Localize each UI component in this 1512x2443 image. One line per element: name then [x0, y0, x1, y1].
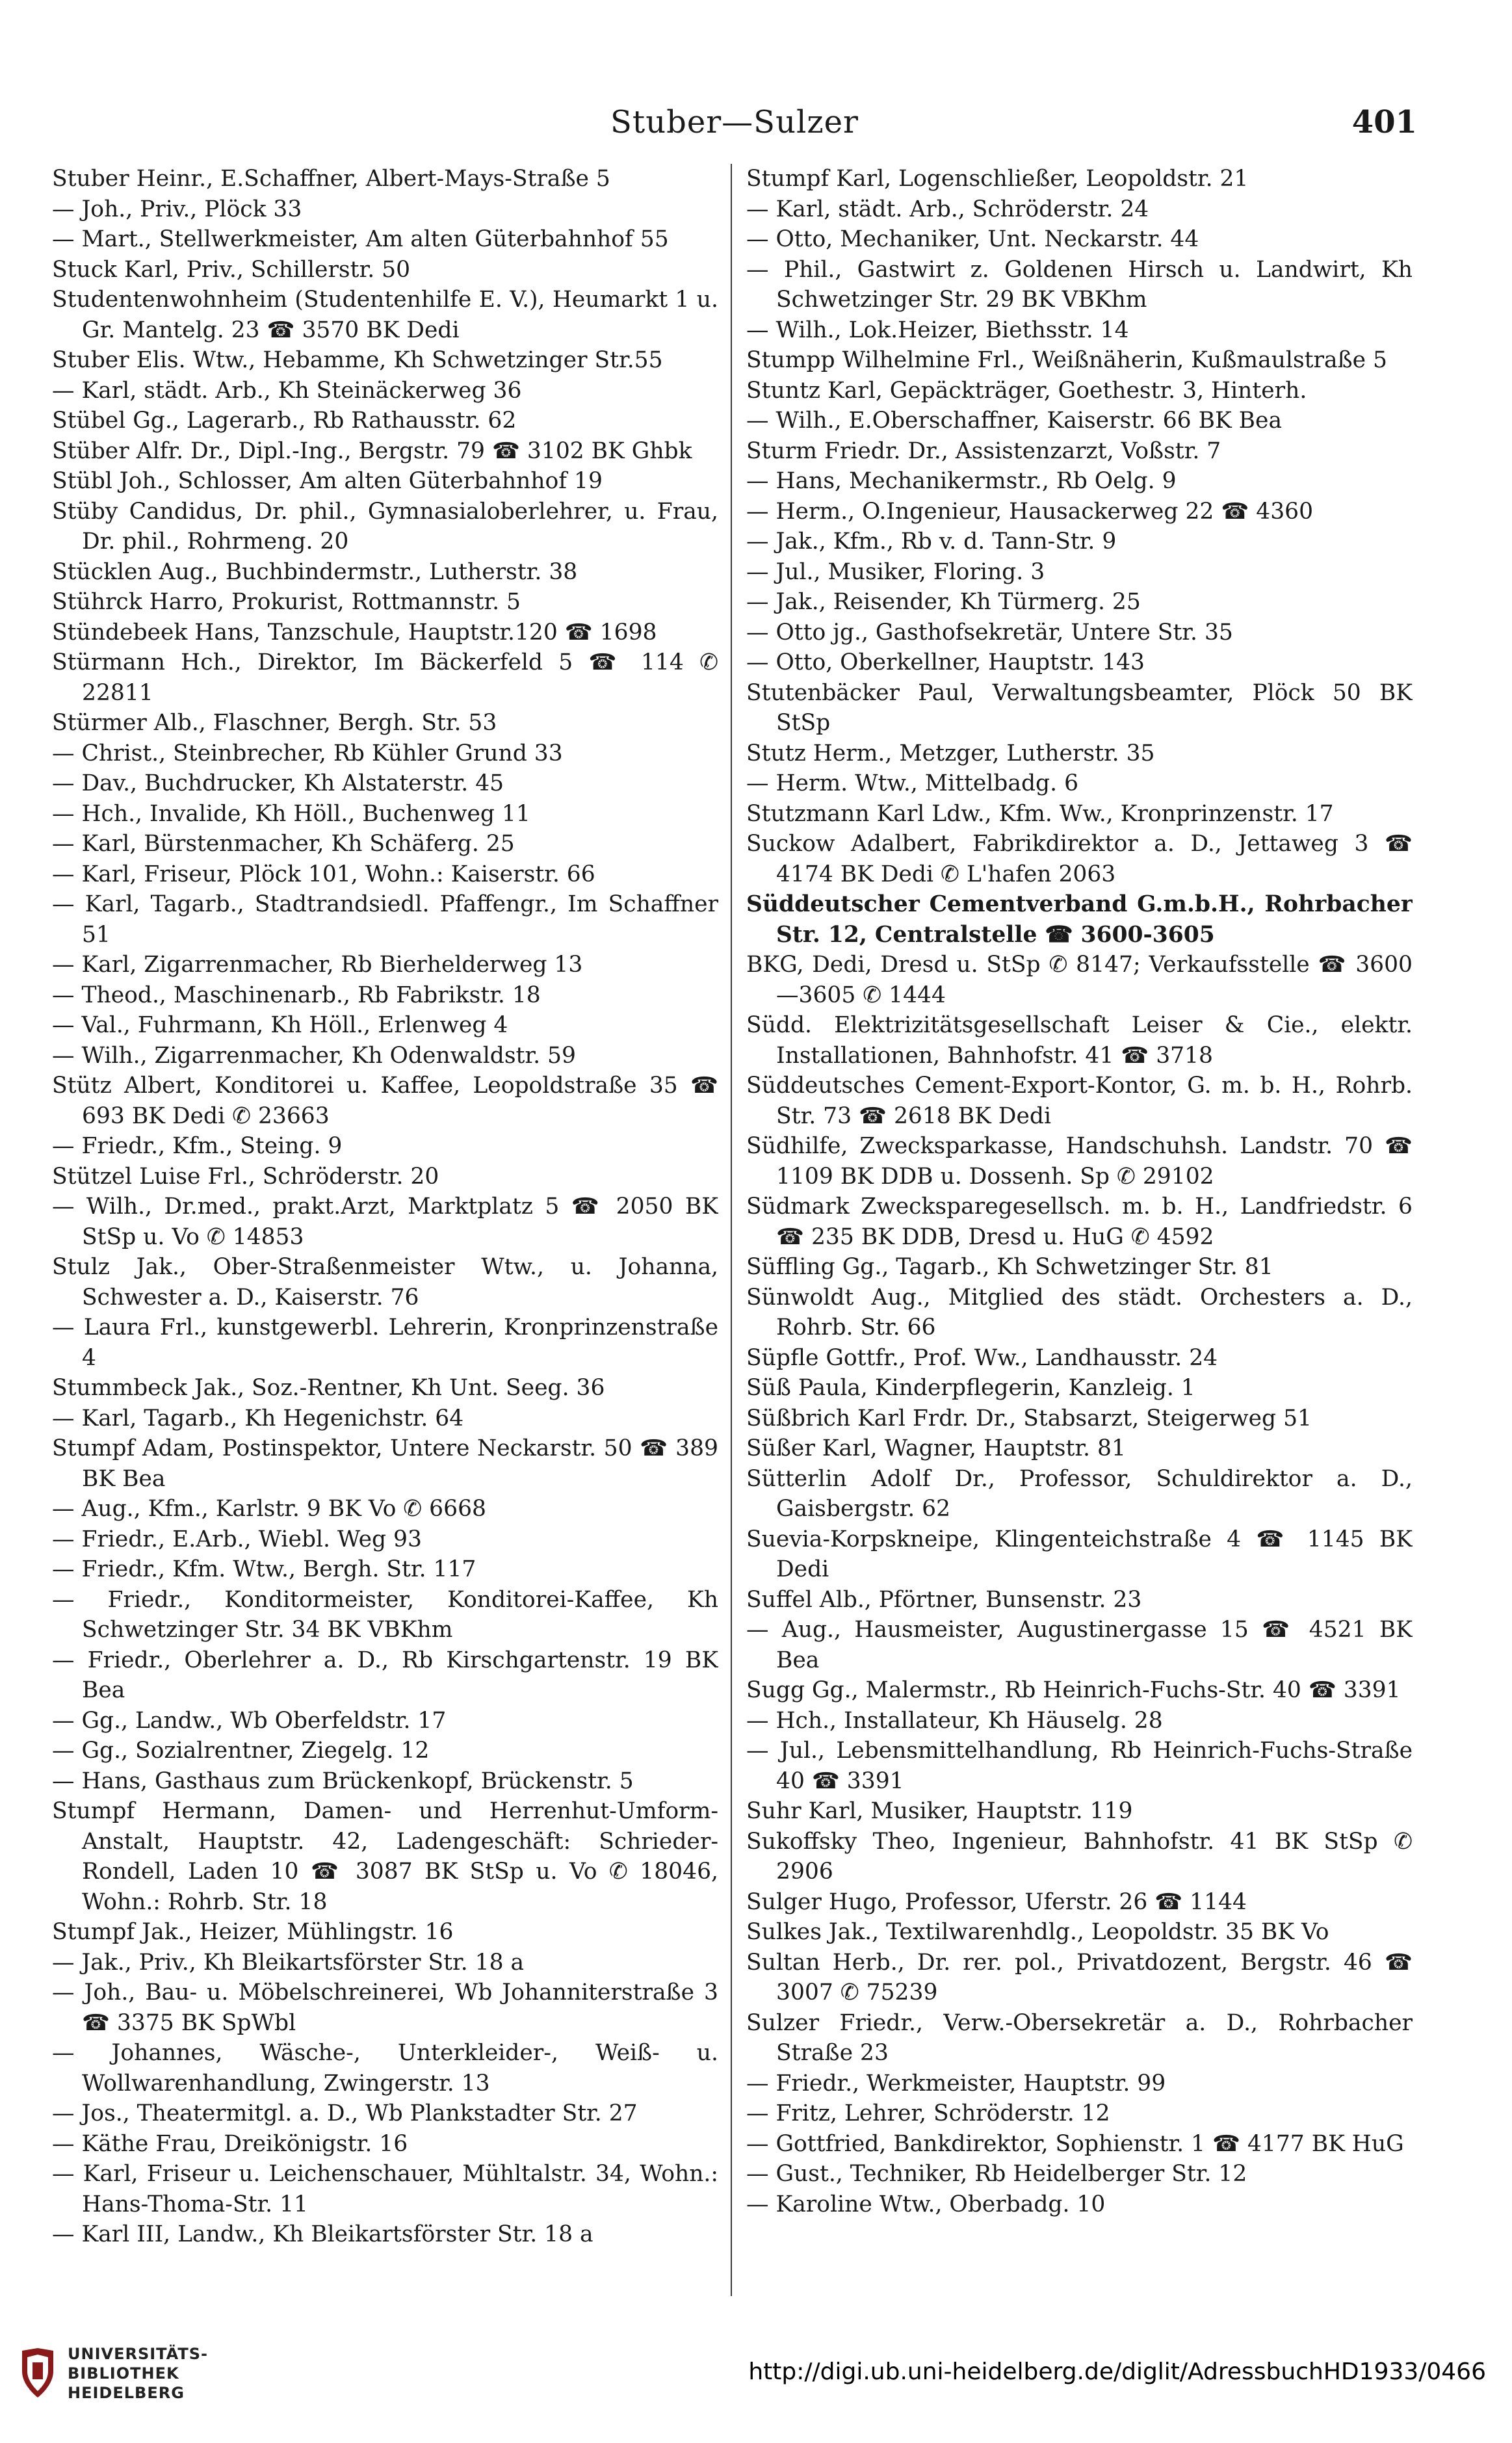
directory-entry: — Otto jg., Gasthofsekretär, Untere Str. 35 — [746, 619, 1233, 646]
directory-entry: — Phil., Gastwirt z. Goldenen Hirsch u. Landwirt, Kh Schwetzinger Str. 29 BK VBKhm — [746, 256, 1413, 313]
directory-entry: — Otto, Mechaniker, Unt. Neckarstr. 44 — [746, 226, 1199, 252]
directory-entry: Stutz Herm., Metzger, Lutherstr. 35 — [746, 740, 1155, 766]
directory-entry: Sulkes Jak., Textilwarenhdlg., Leopoldstr. 35 BK Vo — [746, 1919, 1329, 1945]
page-title: Stuber—Sulzer — [610, 104, 859, 140]
directory-entry: Suckow Adalbert, Fabrikdirektor a. D., Jettaweg 3 ☎ 4174 BK Dedi ✆ L'hafen 2063 — [746, 831, 1413, 887]
directory-entry: — Gg., Landw., Wb Oberfeldstr. 17 — [52, 1707, 447, 1734]
directory-entry: Suffel Alb., Pförtner, Bunsenstr. 23 — [746, 1586, 1142, 1613]
directory-entry: — Mart., Stellwerkmeister, Am alten Güterbahnhof 55 — [52, 226, 669, 252]
directory-entry: — Herm., O.Ingenieur, Hausackerweg 22 ☎ 4360 — [746, 498, 1314, 525]
directory-entry: — Karl III, Landw., Kh Bleikartsförster Str. 18 a — [52, 2221, 593, 2247]
directory-entry: — Friedr., E.Arb., Wiebl. Weg 93 — [52, 1526, 422, 1552]
column-divider — [731, 164, 732, 2296]
directory-entry: Suhr Karl, Musiker, Hauptstr. 119 — [746, 1798, 1133, 1824]
directory-entry: — Karoline Wtw., Oberbadg. 10 — [746, 2191, 1106, 2217]
directory-entry: Sturm Friedr. Dr., Assistenzarzt, Voßstr. 7 — [746, 438, 1221, 464]
directory-entry: Sultan Herb., Dr. rer. pol., Privatdozent, Bergstr. 46 ☎ 3007 ✆ 75239 — [746, 1949, 1413, 2005]
directory-entry: Stündebeek Hans, Tanzschule, Hauptstr.120 ☎ 1698 — [52, 619, 657, 646]
directory-entry: — Friedr., Werkmeister, Hauptstr. 99 — [746, 2070, 1166, 2097]
directory-entry: Süpfle Gottfr., Prof. Ww., Landhausstr. 24 — [746, 1344, 1218, 1371]
directory-entry: — Friedr., Oberlehrer a. D., Rb Kirschgartenstr. 19 BK Bea — [52, 1647, 718, 1703]
directory-entry: Stuber Heinr., E.Schaffner, Albert-Mays-Straße 5 — [52, 166, 610, 192]
directory-entry: — Jak., Kfm., Rb v. d. Tann-Str. 9 — [746, 529, 1117, 555]
directory-entry: Süßbrich Karl Frdr. Dr., Stabsarzt, Steigerweg 51 — [746, 1405, 1312, 1431]
directory-entry: Suevia-Korpskneipe, Klingenteichstraße 4 ☎ 1145 BK Dedi — [746, 1526, 1413, 1582]
directory-entry: — Karl, städt. Arb., Schröderstr. 24 — [746, 196, 1149, 222]
directory-entry: — Herm. Wtw., Mittelbadg. 6 — [746, 770, 1079, 796]
library-name-line1: UNIVERSITÄTS- — [68, 2345, 209, 2363]
directory-entry: — Val., Fuhrmann, Kh Höll., Erlenweg 4 — [52, 1012, 508, 1038]
library-name — [68, 2344, 208, 2403]
directory-entry: — Jul., Musiker, Floring. 3 — [746, 558, 1045, 585]
source-url[interactable]: http://digi.ub.uni-heidelberg.de/diglit/AdressbuchHD1933/0466 — [748, 2358, 1486, 2385]
directory-entry: Stührck Harro, Prokurist, Rottmannstr. 5 — [52, 589, 521, 615]
directory-entry: — Hans, Mechanikermstr., Rb Oelg. 9 — [746, 468, 1177, 494]
directory-entry: — Karl, Friseur u. Leichenschauer, Mühltalstr. 34, Wohn.: Hans-Thoma-Str. 11 — [52, 2161, 718, 2217]
directory-entry: Sugg Gg., Malermstr., Rb Heinrich-Fuchs-Str. 40 ☎ 3391 — [746, 1677, 1401, 1703]
directory-entry: Stübl Joh., Schlosser, Am alten Güterbahnhof 19 — [52, 468, 603, 494]
directory-entry: — Laura Frl., kunstgewerbl. Lehrerin, Kronprinzenstraße 4 — [52, 1314, 718, 1371]
directory-entry: Stücklen Aug., Buchbindermstr., Lutherstr. 38 — [52, 558, 578, 585]
directory-entry: Stübel Gg., Lagerarb., Rb Rathausstr. 62 — [52, 408, 517, 434]
directory-entry: — Karl, Tagarb., Stadtrandsiedl. Pfaffengr., Im Schaffner 51 — [52, 891, 718, 948]
directory-entry: — Aug., Kfm., Karlstr. 9 BK Vo ✆ 6668 — [52, 1496, 486, 1522]
footer — [0, 2332, 1512, 2443]
directory-entry: Stumpf Jak., Heizer, Mühlingstr. 16 — [52, 1919, 454, 1945]
directory-entry: Stüber Alfr. Dr., Dipl.-Ing., Bergstr. 79 ☎ 3102 BK Ghbk — [52, 438, 692, 464]
page-number: 401 — [1351, 104, 1417, 140]
directory-entry: Süß Paula, Kinderpflegerin, Kanzleig. 1 — [746, 1375, 1195, 1401]
directory-entry: Stumpf Hermann, Damen- und Herrenhut-Umform-Anstalt, Hauptstr. 42, Ladengeschäft: Schrieder-Rondell, Laden 10 ☎ 3087 BK StSp u. Vo ✆ 18046, Wohn.: Rohrb. Str. 18 — [52, 1798, 718, 1915]
right-column — [746, 164, 1413, 2296]
directory-columns — [52, 164, 1417, 2296]
directory-entry: Süßer Karl, Wagner, Hauptstr. 81 — [746, 1435, 1126, 1461]
directory-entry: — Jos., Theatermitgl. a. D., Wb Plankstadter Str. 27 — [52, 2100, 638, 2126]
directory-entry: — Wilh., Lok.Heizer, Biethsstr. 14 — [746, 317, 1129, 343]
directory-entry: — Friedr., Konditormeister, Konditorei-Kaffee, Kh Schwetzinger Str. 34 BK VBKhm — [52, 1586, 718, 1643]
directory-entry: Stutenbäcker Paul, Verwaltungsbeamter, Plöck 50 BK StSp — [746, 679, 1413, 736]
directory-entry: Südmark Zwecksparegesellsch. m. b. H., Landfriedstr. 6 ☎ 235 BK DDB, Dresd u. HuG ✆ 4592 — [746, 1194, 1413, 1250]
directory-entry: Südhilfe, Zwecksparkasse, Handschuhsh. Landstr. 70 ☎ 1109 BK DDB u. Dossenh. Sp ✆ 29102 — [746, 1133, 1413, 1190]
directory-entry: — Karl, Zigarrenmacher, Rb Bierhelderweg 13 — [52, 952, 583, 978]
directory-entry: — Joh., Priv., Plöck 33 — [52, 196, 302, 222]
directory-entry: Sütterlin Adolf Dr., Professor, Schuldirektor a. D., Gaisbergstr. 62 — [746, 1465, 1413, 1522]
directory-entry: — Theod., Maschinenarb., Rb Fabrikstr. 18 — [52, 982, 541, 1008]
directory-entry: — Hch., Installateur, Kh Häuselg. 28 — [746, 1707, 1163, 1734]
directory-entry: — Jul., Lebensmittelhandlung, Rb Heinrich-Fuchs-Straße 40 ☎ 3391 — [746, 1738, 1413, 1794]
directory-entry: Sukoffsky Theo, Ingenieur, Bahnhofstr. 41 BK StSp ✆ 2906 — [746, 1828, 1413, 1885]
directory-entry: — Dav., Buchdrucker, Kh Alstaterstr. 45 — [52, 770, 504, 796]
library-name-line2: BIBLIOTHEK — [68, 2364, 179, 2383]
directory-entry: — Jak., Reisender, Kh Türmerg. 25 — [746, 589, 1141, 615]
directory-entry: Stumpf Karl, Logenschließer, Leopoldstr. 21 — [746, 166, 1249, 192]
directory-entry: — Hch., Invalide, Kh Höll., Buchenweg 11 — [52, 800, 530, 827]
directory-entry: — Wilh., Zigarrenmacher, Kh Odenwaldstr. 59 — [52, 1042, 576, 1069]
directory-entry: Studentenwohnheim (Studentenhilfe E. V.), Heumarkt 1 u. Gr. Mantelg. 23 ☎ 3570 BK Dedi — [52, 287, 718, 343]
directory-entry: BKG, Dedi, Dresd u. StSp ✆ 8147; Verkaufsstelle ☎ 3600—3605 ✆ 1444 — [746, 952, 1413, 1008]
library-logo-icon — [18, 2345, 57, 2400]
directory-entry: Stütz Albert, Konditorei u. Kaffee, Leopoldstraße 35 ☎ 693 BK Dedi ✆ 23663 — [52, 1073, 718, 1129]
directory-entry: — Fritz, Lehrer, Schröderstr. 12 — [746, 2100, 1110, 2126]
directory-entry: Süffling Gg., Tagarb., Kh Schwetzinger Str. 81 — [746, 1254, 1273, 1280]
directory-entry: Süddeutscher Cementverband G.m.b.H., Rohrbacher Str. 12, Centralstelle ☎ 3600-3605 — [746, 891, 1413, 948]
directory-entry: Stumpf Adam, Postinspektor, Untere Neckarstr. 50 ☎ 389 BK Bea — [52, 1435, 718, 1492]
directory-entry: Stuntz Karl, Gepäckträger, Goethestr. 3, Hinterh. — [746, 377, 1307, 404]
directory-entry: — Karl, städt. Arb., Kh Steinäckerweg 36 — [52, 377, 522, 404]
directory-entry: — Gust., Techniker, Rb Heidelberger Str. 12 — [746, 2161, 1247, 2187]
directory-entry: Sulzer Friedr., Verw.-Obersekretär a. D., Rohrbacher Straße 23 — [746, 2009, 1413, 2066]
directory-entry: — Käthe Frau, Dreikönigstr. 16 — [52, 2130, 408, 2157]
directory-entry: — Friedr., Kfm. Wtw., Bergh. Str. 117 — [52, 1556, 476, 1582]
directory-entry: — Gg., Sozialrentner, Ziegelg. 12 — [52, 1738, 430, 1764]
directory-entry: Stüby Candidus, Dr. phil., Gymnasialoberlehrer, u. Frau, Dr. phil., Rohrmeng. 20 — [52, 498, 718, 555]
directory-entry: Sünwoldt Aug., Mitglied des städt. Orchesters a. D., Rohrb. Str. 66 — [746, 1284, 1413, 1340]
directory-entry: Stulz Jak., Ober-Straßenmeister Wtw., u. Johanna, Schwester a. D., Kaiserstr. 76 — [52, 1254, 718, 1311]
directory-entry: — Wilh., Dr.med., prakt.Arzt, Marktplatz 5 ☎ 2050 BK StSp u. Vo ✆ 14853 — [52, 1194, 718, 1250]
directory-entry: — Karl, Friseur, Plöck 101, Wohn.: Kaiserstr. 66 — [52, 861, 595, 887]
directory-entry: Stürmann Hch., Direktor, Im Bäckerfeld 5 ☎ 114 ✆ 22811 — [52, 649, 718, 706]
directory-entry: — Christ., Steinbrecher, Rb Kühler Grund 33 — [52, 740, 563, 766]
running-head — [52, 104, 1417, 143]
directory-entry: Stutzmann Karl Ldw., Kfm. Ww., Kronprinzenstr. 17 — [746, 800, 1334, 827]
directory-entry: — Otto, Oberkellner, Hauptstr. 143 — [746, 649, 1145, 675]
directory-entry: Stützel Luise Frl., Schröderstr. 20 — [52, 1163, 439, 1190]
directory-entry: — Johannes, Wäsche-, Unterkleider-, Weiß- u. Wollwarenhandlung, Zwingerstr. 13 — [52, 2040, 718, 2097]
left-column — [52, 164, 718, 2296]
directory-entry: Stuber Elis. Wtw., Hebamme, Kh Schwetzinger Str.55 — [52, 347, 663, 373]
directory-entry: — Friedr., Kfm., Steing. 9 — [52, 1133, 343, 1159]
directory-entry: Süddeutsches Cement-Export-Kontor, G. m. b. H., Rohrb. Str. 73 ☎ 2618 BK Dedi — [746, 1073, 1413, 1129]
directory-entry: — Jak., Priv., Kh Bleikartsförster Str. 18 a — [52, 1949, 525, 1976]
directory-entry: Stuck Karl, Priv., Schillerstr. 50 — [52, 256, 411, 283]
directory-entry: Sulger Hugo, Professor, Uferstr. 26 ☎ 1144 — [746, 1888, 1247, 1915]
directory-entry: — Karl, Bürstenmacher, Kh Schäferg. 25 — [52, 831, 515, 857]
library-name-line3: HEIDELBERG — [68, 2384, 185, 2402]
directory-entry: — Joh., Bau- u. Möbelschreinerei, Wb Johanniterstraße 3 ☎ 3375 BK SpWbl — [52, 1979, 718, 2036]
directory-entry: — Wilh., E.Oberschaffner, Kaiserstr. 66 BK Bea — [746, 408, 1283, 434]
directory-entry: — Aug., Hausmeister, Augustinergasse 15 ☎ 4521 BK Bea — [746, 1617, 1413, 1673]
directory-entry: Stürmer Alb., Flaschner, Bergh. Str. 53 — [52, 710, 497, 736]
directory-entry: — Gottfried, Bankdirektor, Sophienstr. 1 ☎ 4177 BK HuG — [746, 2130, 1404, 2157]
directory-entry: Stummbeck Jak., Soz.-Rentner, Kh Unt. Seeg. 36 — [52, 1375, 605, 1401]
directory-entry: Südd. Elektrizitätsgesellschaft Leiser & Cie., elektr. Installationen, Bahnhofstr. 41 ☎ 3718 — [746, 1012, 1413, 1069]
directory-entry: Stumpp Wilhelmine Frl., Weißnäherin, Kußmaulstraße 5 — [746, 347, 1387, 373]
directory-entry: — Karl, Tagarb., Kh Hegenichstr. 64 — [52, 1405, 464, 1431]
directory-entry: — Hans, Gasthaus zum Brückenkopf, Brückenstr. 5 — [52, 1768, 634, 1794]
